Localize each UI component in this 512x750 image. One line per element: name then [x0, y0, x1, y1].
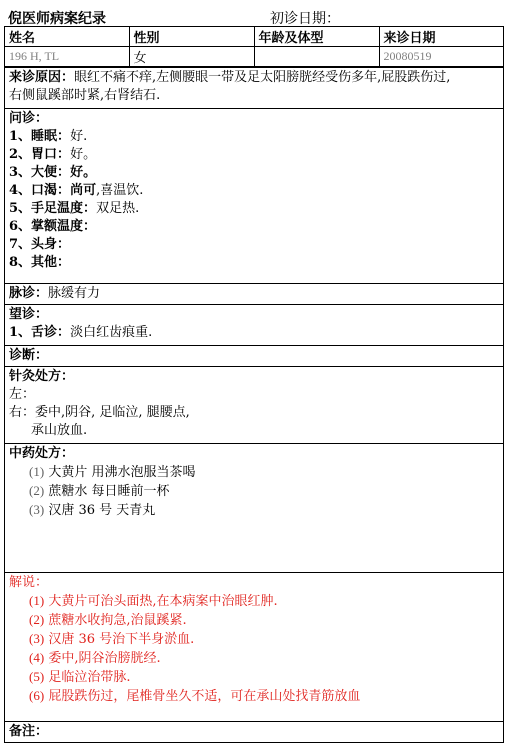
herbal-item: (3) 汉唐 36 号 天青丸: [29, 502, 156, 518]
record-sheet: [4, 26, 504, 743]
tongue-diagnosis: 1、舌诊：淡白红齿痕重.: [9, 325, 153, 340]
title-row: [4, 6, 508, 26]
visit-reason-label: 来诊原因：: [9, 70, 75, 85]
name-header: 姓名: [5, 27, 129, 47]
patient-info-table: [5, 27, 503, 67]
herbal-label: 中药处方：: [9, 446, 75, 461]
herbal-item: (1) 大黄片 用沸水泡服当茶喝: [29, 464, 196, 480]
pulse-label: 脉诊：: [9, 286, 49, 301]
notes-section: [5, 721, 503, 742]
acupuncture-section: [5, 366, 503, 443]
explanation-section: [5, 572, 503, 721]
visit-reason-text-2: 右侧鼠蹊部时紧,右肾结石.: [9, 88, 161, 103]
inquiry-label: 问诊：: [9, 111, 49, 126]
inquiry-item: 4、口渴：尚可,喜温饮.: [9, 183, 144, 198]
age-build-value: [254, 47, 379, 67]
inquiry-item: 6、掌额温度：: [9, 219, 97, 234]
acupuncture-label: 针灸处方：: [9, 369, 75, 384]
inquiry-item: 5、手足温度：双足热.: [9, 201, 140, 216]
explanation-item: (4) 委中,阴谷治膀胱经.: [29, 650, 161, 666]
explanation-item: (1) 大黄片可治头面热,在本病案中治眼红肿.: [29, 593, 278, 609]
inquiry-item: 2、胃口：好。: [9, 147, 97, 162]
visit-reason-text-1: 眼红不痛不痒,左侧腰眼一带及足太阳膀胱经受伤多年,屁股跌伤过,: [74, 70, 451, 85]
visit-reason-line-1: [9, 69, 499, 87]
visit-date-value: 20080519: [379, 47, 503, 67]
inquiry-item: 1、睡眠：好.: [9, 129, 88, 144]
inquiry-item: 8、其他：: [9, 255, 71, 270]
name-value: 196 H, TL: [5, 47, 129, 67]
explanation-item: (6) 屁股跌伤过，尾椎骨坐久不适，可在承山处找青筋放血: [29, 688, 361, 704]
notes-label: 备注：: [9, 724, 49, 739]
first-visit-date-label: 初诊日期：: [270, 11, 340, 27]
visit-date-header: 来诊日期: [379, 27, 503, 47]
observation-section: [5, 304, 503, 345]
age-build-header: 年龄及体型: [254, 27, 379, 47]
inquiry-section: [5, 108, 503, 283]
patient-info-values-row: [5, 47, 503, 67]
diagnosis-section: [5, 345, 503, 366]
patient-info-header-row: [5, 27, 503, 47]
gender-header: 性别: [129, 27, 254, 47]
diagnosis-label: 诊断：: [9, 348, 49, 363]
explanation-item: (3) 汉唐 36 号治下半身淤血.: [29, 631, 195, 647]
pulse-text: 脉缓有力: [48, 286, 101, 301]
doctor-record-title: 倪医师病案纪录: [8, 11, 106, 27]
acupuncture-right: 右：委中,阴谷, 足临泣, 腿腰点,: [9, 405, 190, 420]
observation-label: 望诊：: [9, 307, 49, 322]
gender-value: 女: [129, 47, 254, 67]
herbal-section: [5, 443, 503, 572]
explanation-item: (5) 足临泣治带脉.: [29, 669, 131, 685]
inquiry-item: 7、头身：: [9, 237, 71, 252]
explanation-label: 解说：: [9, 575, 49, 590]
acupuncture-right-cont: 承山放血.: [31, 423, 88, 438]
visit-reason-section: [5, 67, 503, 108]
acupuncture-left: 左：: [9, 387, 36, 402]
inquiry-item: 3、大便：好。: [9, 165, 97, 180]
pulse-section: [5, 283, 503, 304]
explanation-item: (2) 蔗糖水收拘急,治鼠蹊紧.: [29, 612, 187, 628]
herbal-item: (2) 蔗糖水 每日睡前一杯: [29, 483, 170, 499]
